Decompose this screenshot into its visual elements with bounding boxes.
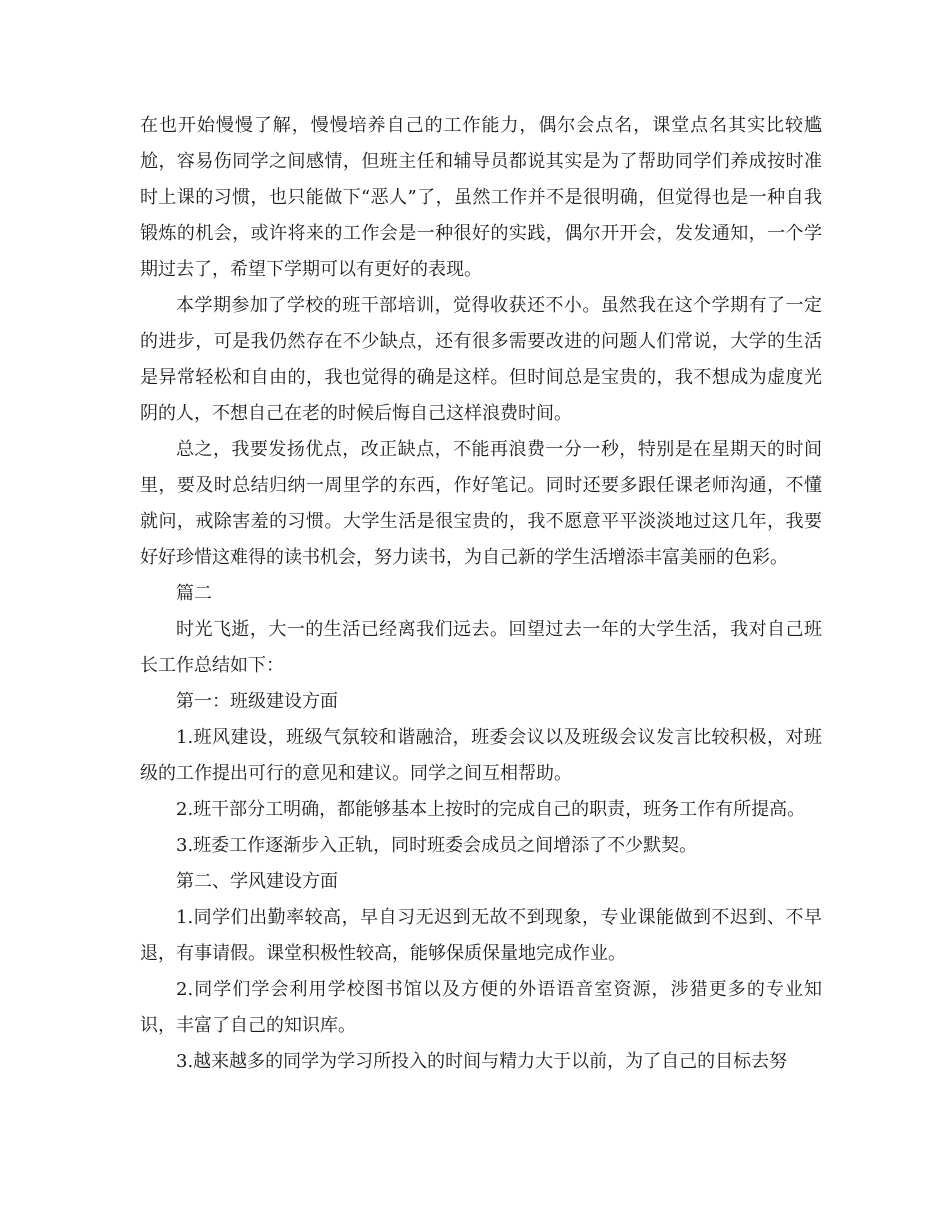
list-item-class-style: 1.班风建设，班级气氛较和谐融洽，班委会议以及班级会议发言比较积极，对班级的工作提出可行的意见和建议。同学之间互相帮助。 xyxy=(140,727,822,784)
list-item-library-resources: 2.同学们学会利用学校图书馆以及方便的外语语音室资源，涉猎更多的专业知识，丰富了自己的知识库。 xyxy=(140,979,822,1036)
section-heading-part-two: 篇二 xyxy=(176,583,212,604)
paragraph-class-cadre-training: 本学期参加了学校的班干部培训，觉得收获还不小。虽然我在这个学期有了一定的进步，可是我仍然存在不少缺点，还有很多需要改进的问题人们常说，大学的生活是异常轻松和自由的，我也觉得的确是这样。但时间总是宝贵的，我不想成为虚度光阴的人，不想自己在老的时候后悔自己这样浪费时间。 xyxy=(140,295,822,424)
list-item-study-time: 3.越来越多的同学为学习所投入的时间与精力大于以前，为了自己的目标去努 xyxy=(176,1051,788,1072)
paragraph-intro: 时光飞逝，大一的生活已经离我们远去。回望过去一年的大学生活，我对自己班长工作总结如下： xyxy=(140,619,822,676)
list-item-committee-work: 3.班委工作逐渐步入正轨，同时班委会成员之间增添了不少默契。 xyxy=(176,835,698,856)
section-heading-class-building: 第一：班级建设方面 xyxy=(176,691,338,712)
list-item-attendance: 1.同学们出勤率较高，早自习无迟到无故不到现象，专业课能做到不迟到、不早退，有事请假。课堂积极性较高，能够保质保量地完成作业。 xyxy=(140,907,822,964)
paragraph-conclusion: 总之，我要发扬优点，改正缺点，不能再浪费一分一秒，特别是在星期天的时间里，要及时总结归纳一周里学的东西，作好笔记。同时还要多跟任课老师沟通，不懂就问，戒除害羞的习惯。大学生活是很宝贵的，我不愿意平平淡淡地过这几年，我要好好珍惜这难得的读书机会，努力读书，为自己新的学生活增添丰富美丽的色彩。 xyxy=(140,439,822,568)
paragraph-continuation: 在也开始慢慢了解，慢慢培养自己的工作能力，偶尔会点名，课堂点名其实比较尴尬，容易伤同学之间感情，但班主任和辅导员都说其实是为了帮助同学们养成按时准时上课的习惯，也只能做下“恶人”了，虽然工作并不是很明确，但觉得也是一种自我锻炼的机会，或许将来的工作会是一种很好的实践，偶尔开开会，发发通知，一个学期过去了，希望下学期可以有更好的表现。 xyxy=(140,115,822,280)
list-item-division-of-labor: 2.班干部分工明确，都能够基本上按时的完成自己的职责，班务工作有所提高。 xyxy=(176,799,806,820)
document-body xyxy=(140,108,822,1080)
section-heading-study-atmosphere: 第二、学风建设方面 xyxy=(176,871,338,892)
